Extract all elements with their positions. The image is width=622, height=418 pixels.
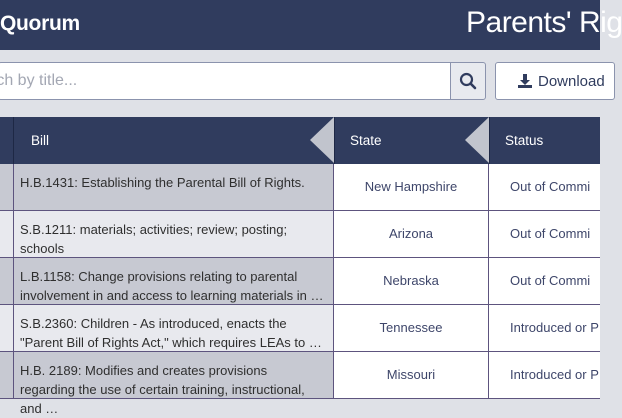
toolbar [0, 50, 605, 114]
table-header [0, 117, 600, 164]
state-cell: Tennessee [334, 305, 489, 351]
sort-indicator-bill[interactable] [310, 117, 334, 163]
row-select-cell[interactable] [0, 305, 14, 351]
quorum-logo[interactable]: Quorum [0, 12, 80, 35]
table-row[interactable] [0, 164, 600, 211]
state-cell: Nebraska [334, 258, 489, 304]
search-icon [459, 72, 477, 90]
column-header-status[interactable]: Status [505, 133, 544, 148]
sort-indicator-state[interactable] [465, 117, 489, 163]
status-cell: Out of Commi [489, 164, 600, 210]
search-input[interactable] [0, 63, 450, 99]
bill-cell[interactable]: H.B. 2189: Modifies and creates provisions regarding the use of certain training, instructional, and … [14, 352, 334, 398]
row-select-cell[interactable] [0, 164, 14, 210]
column-header-state[interactable]: State [350, 133, 382, 148]
row-select-cell[interactable] [0, 211, 14, 257]
search-button[interactable] [450, 62, 486, 100]
download-icon [518, 74, 532, 88]
download-button[interactable] [495, 62, 615, 100]
state-cell: Arizona [334, 211, 489, 257]
column-divider [489, 117, 490, 164]
column-header-bill[interactable]: Bill [31, 133, 50, 148]
table-row[interactable] [0, 258, 600, 305]
status-cell: Introduced or P [489, 352, 600, 398]
table-row[interactable] [0, 352, 600, 416]
state-cell: New Hampshire [334, 164, 489, 210]
bill-cell[interactable]: S.B.1211: materials; activities; review; posting; schools [14, 211, 334, 257]
table-row[interactable] [0, 305, 600, 352]
app-header [0, 0, 622, 50]
state-cell: Missouri [334, 352, 489, 398]
status-cell: Out of Commi [489, 211, 600, 257]
row-select-cell[interactable] [0, 352, 14, 398]
bill-cell[interactable]: S.B.2360: Children - As introduced, enacts the "Parent Bill of Rights Act," which requires LEAs to … [14, 305, 334, 351]
page-title: Parents' Rig [466, 6, 622, 39]
column-divider [13, 117, 14, 164]
bill-cell[interactable]: L.B.1158: Change provisions relating to parental involvement in and access to learning materials in … [14, 258, 334, 304]
status-cell: Out of Commi [489, 258, 600, 304]
download-label: Download [538, 72, 605, 90]
table-row[interactable] [0, 211, 600, 258]
column-divider [334, 117, 335, 164]
bill-cell[interactable]: H.B.1431: Establishing the Parental Bill of Rights. [14, 164, 334, 210]
status-cell: Introduced or P [489, 305, 600, 351]
row-select-cell[interactable] [0, 258, 14, 304]
search-box [0, 62, 450, 100]
bills-table [0, 117, 600, 416]
